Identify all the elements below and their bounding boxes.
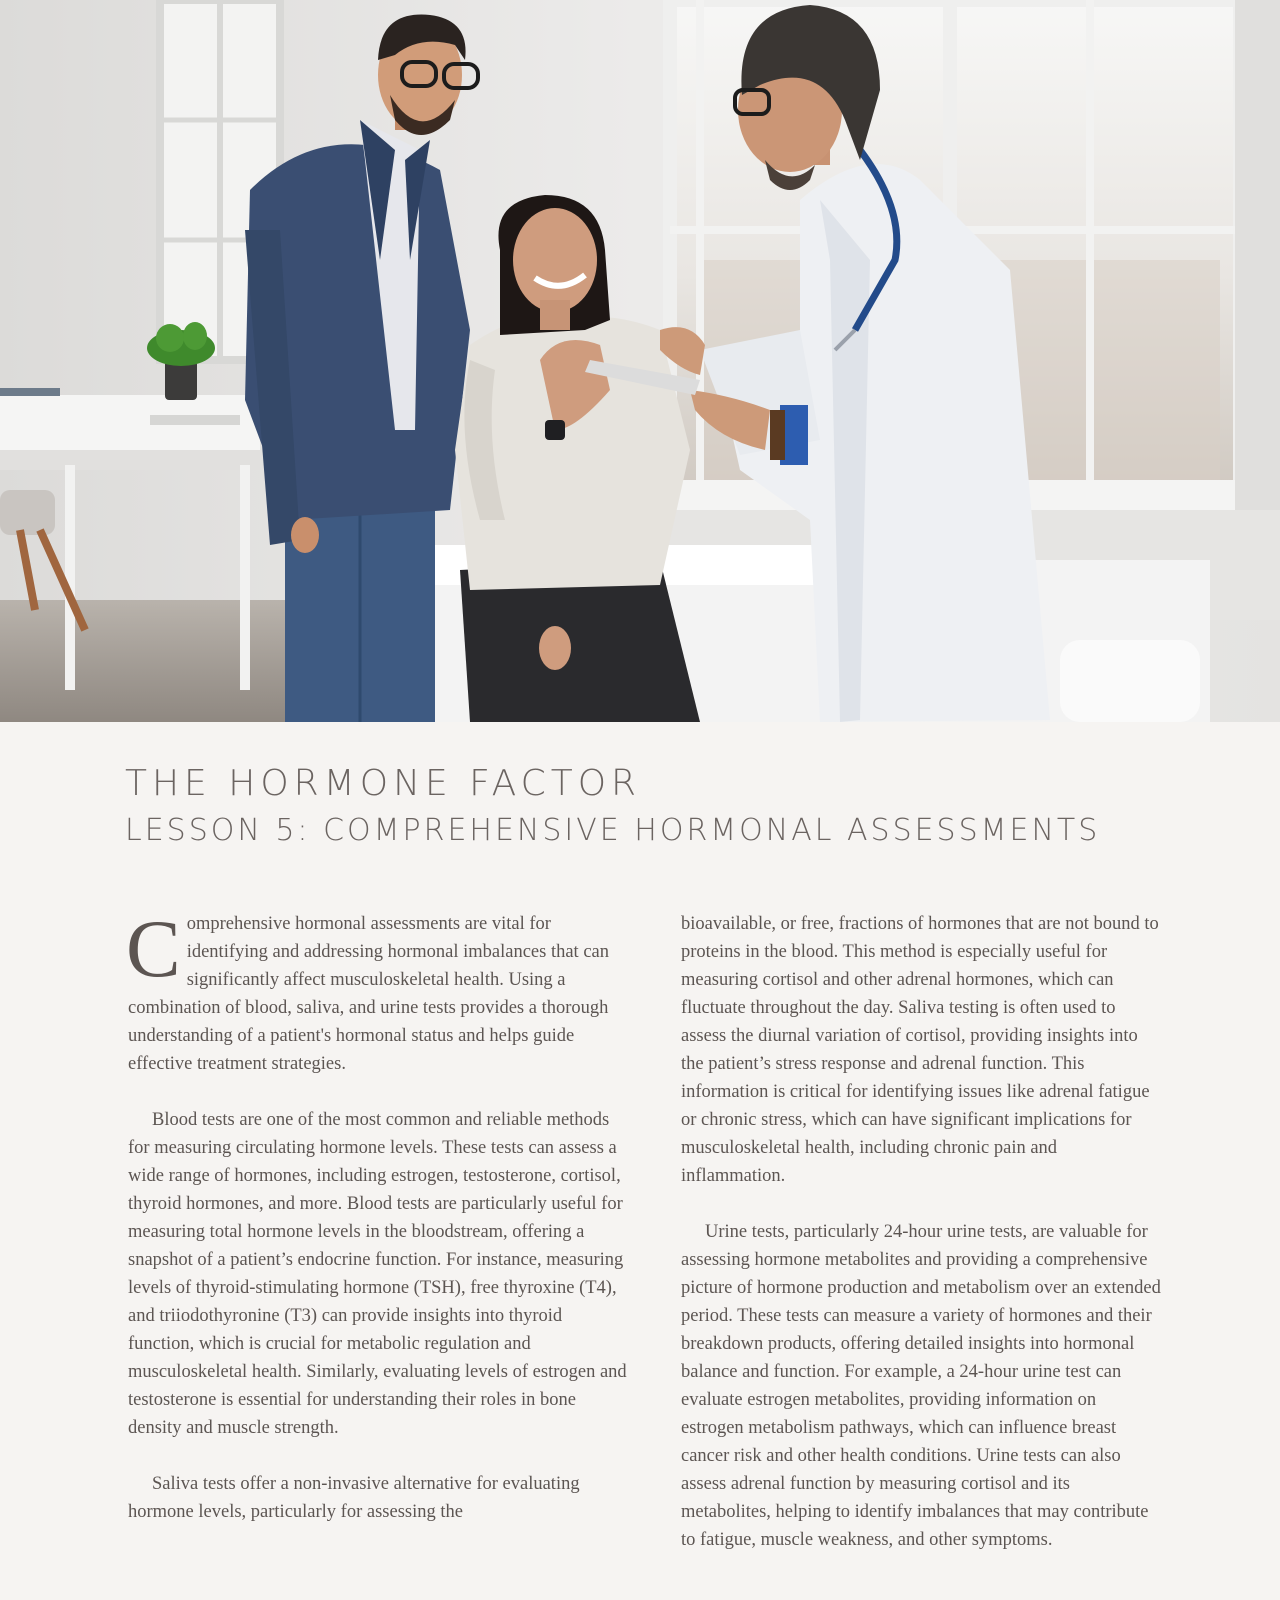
paragraph-blood-tests: Blood tests are one of the most common and reliable methods for measuring circulating hormone levels. These tests can assess a wide range of hormones, including estrogen, testosterone, cortisol, thyroid hormones, and more. Blood tests are particularly useful for measuring total hormone levels in the bloodstream, offering a snapshot of a patient’s endocrine function. For instance, measuring levels of thyroid-stimulating hormone (TSH), free thyroxine (T4), and triiodothyronine (T3) can provide insights into thyroid function, which is crucial for metabolic regulation and musculoskeletal health. Similarly, evaluating levels of estrogen and testosterone is essential for understanding their roles in bone density and muscle strength. — [128, 1110, 627, 1438]
paragraph-intro — [126, 903, 628, 1078]
article-column-left — [126, 903, 628, 1554]
series-title: THE HORMONE FACTOR — [125, 763, 642, 804]
article-column-right — [681, 910, 1161, 1582]
paragraph-intro-text: omprehensive hormonal assessments are vital for identifying and addressing hormonal imbalances that can significantly affect musculoskeletal health. Using a combination of blood, saliva, and urine tests provides a thorough understanding of a patient's hormonal status and helps guide effective treatment strategies. — [128, 914, 609, 1074]
paragraph-urine-tests: Urine tests, particularly 24-hour urine tests, are valuable for assessing hormone metabolites and providing a comprehensive picture of hormone production and metabolism over an extended period. These tests can measure a variety of hormones and their breakdown products, offering detailed insights into hormonal balance and function. For example, a 24-hour urine test can evaluate estrogen metabolites, providing information on estrogen metabolism pathways, which can influence breast cancer risk and other health conditions. Urine tests can also assess adrenal function by measuring cortisol and its metabolites, helping to identify imbalances that may contribute to fatigue, muscle weakness, and other symptoms. — [681, 1222, 1161, 1550]
paragraph-saliva-tests-start: Saliva tests offer a non-invasive alternative for evaluating hormone levels, particularly for assessing the — [128, 1474, 580, 1522]
lesson-title: LESSON 5: COMPREHENSIVE HORMONAL ASSESSMENTS — [125, 813, 1101, 848]
title-block — [125, 760, 1165, 852]
drop-cap: C — [126, 903, 181, 994]
hero-photo — [0, 0, 1280, 722]
hero-photo-illustration — [0, 0, 1280, 722]
paragraph-saliva-tests-continued: bioavailable, or free, fractions of hormones that are not bound to proteins in the blood. This method is especially useful for measuring cortisol and other adrenal hormones, which can fluctuate throughout the day. Saliva testing is often used to assess the diurnal variation of cortisol, providing insights into the patient’s stress response and adrenal function. This information is critical for identifying issues like adrenal fatigue or chronic stress, which can have significant implications for musculoskeletal health, including chronic pain and inflammation. — [681, 914, 1159, 1186]
